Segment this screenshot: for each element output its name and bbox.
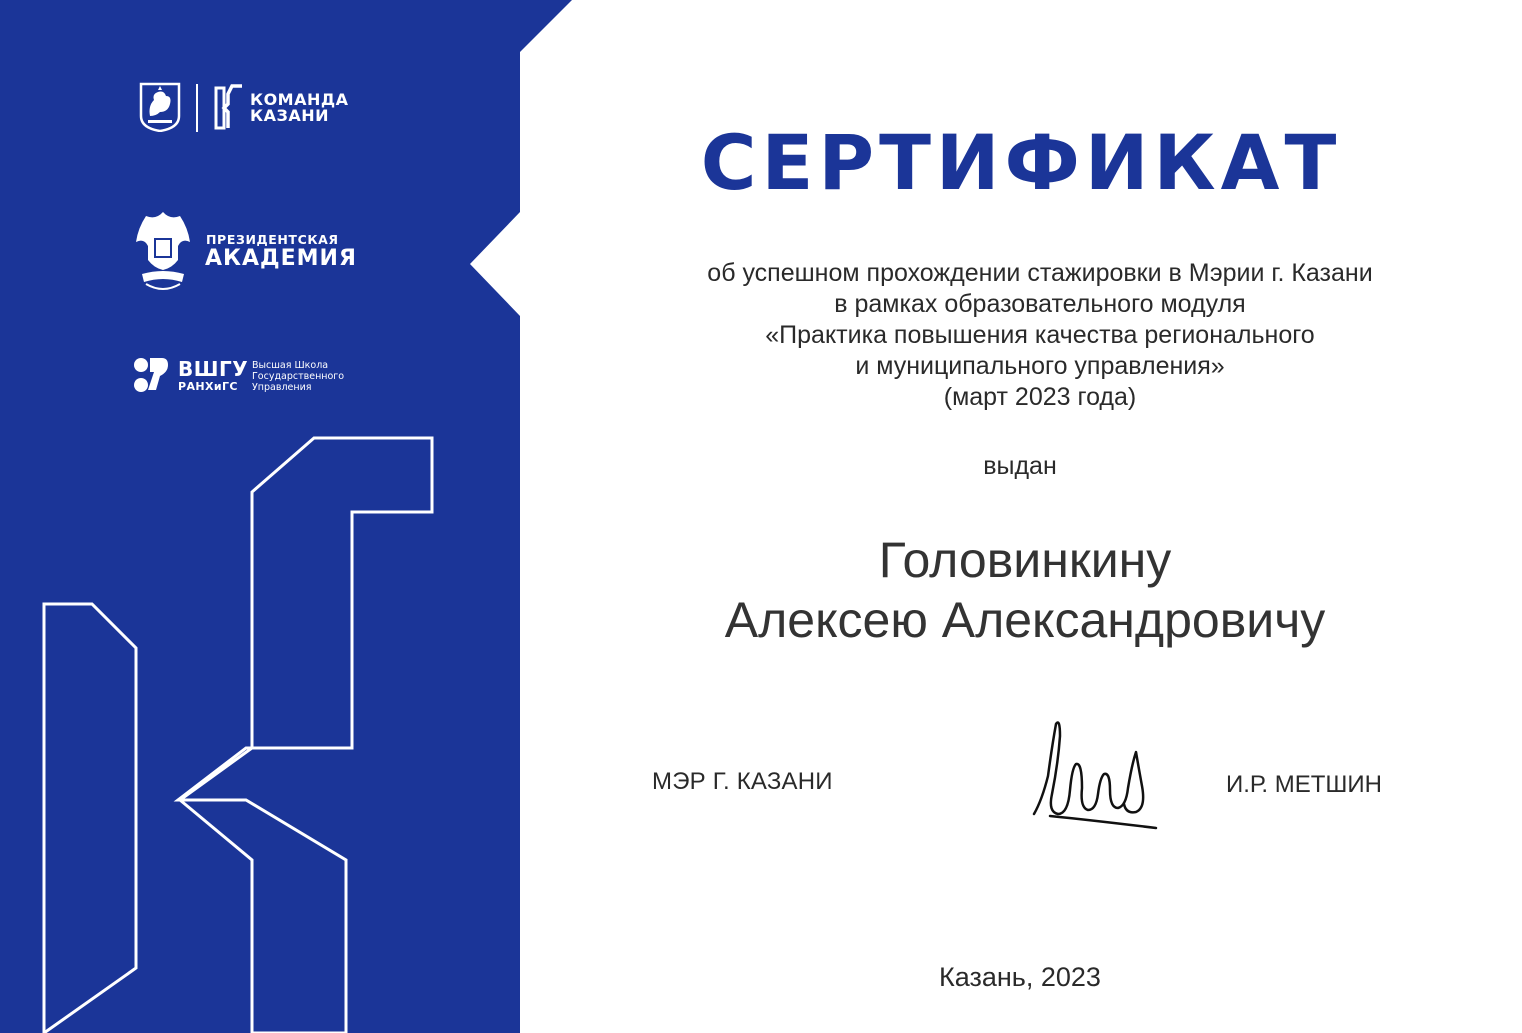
vshgu-title: ВШГУ bbox=[178, 357, 249, 381]
vshgu-desc-line: Государственного bbox=[252, 371, 345, 382]
signatory-role: МЭР Г. КАЗАНИ bbox=[652, 768, 833, 795]
certificate-description bbox=[560, 258, 1520, 413]
description-line: «Практика повышения качества регионального bbox=[765, 321, 1315, 349]
komanda-line2: КАЗАНИ bbox=[250, 106, 329, 125]
academy-emblem-icon bbox=[132, 208, 194, 294]
signatory-name: И.Р. МЕТШИН bbox=[1226, 771, 1382, 798]
komanda-line1: КОМАНДА bbox=[250, 90, 349, 109]
recipient-name bbox=[560, 530, 1490, 650]
signature-image bbox=[1030, 716, 1160, 834]
description-line: в рамках образовательного модуля bbox=[834, 290, 1246, 318]
recipient-given-names: Алексею Александровичу bbox=[724, 592, 1326, 648]
issued-label: выдан bbox=[983, 452, 1057, 480]
academy-big-text: АКАДЕМИЯ bbox=[205, 246, 357, 271]
certificate-footer: Казань, 2023 bbox=[939, 962, 1101, 992]
vshgu-desc-line: Высшая Школа bbox=[252, 360, 329, 371]
komanda-k-icon bbox=[212, 82, 248, 134]
certificate-title: СЕРТИФИКАТ bbox=[700, 118, 1342, 207]
vshgu-subtitle: РАНХиГС bbox=[178, 380, 238, 393]
vshgu-desc-line: Управления bbox=[252, 382, 312, 393]
kazan-crest-icon bbox=[138, 82, 182, 132]
recipient-surname: Головинкину bbox=[878, 532, 1172, 588]
academy-small-text: ПРЕЗИДЕНТСКАЯ bbox=[206, 232, 339, 247]
description-line: об успешном прохождении стажировки в Мэрии г. Казани bbox=[707, 259, 1373, 287]
description-line: и муниципального управления» bbox=[855, 352, 1225, 380]
vshgu-icon bbox=[132, 356, 170, 394]
description-line: (март 2023 года) bbox=[943, 383, 1137, 411]
vshgu-description bbox=[252, 360, 344, 393]
logo-divider bbox=[196, 84, 198, 132]
komanda-kazani-text bbox=[250, 92, 349, 124]
